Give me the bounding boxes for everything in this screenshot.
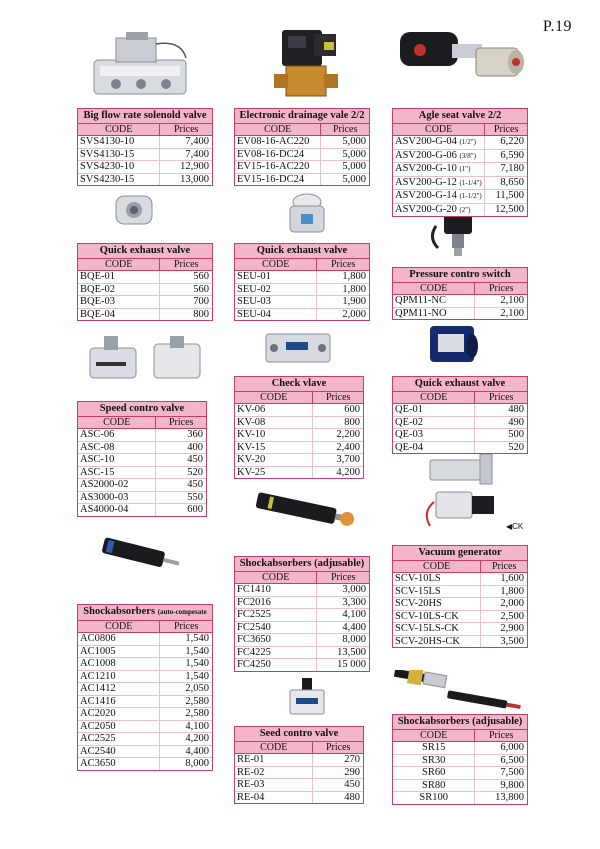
table-row [78, 429, 206, 442]
product-code: SCV-10LS-CK [393, 611, 481, 623]
electronic-drainage-table [234, 108, 370, 186]
table-title: Seed contro valve [235, 727, 363, 742]
table-row [235, 309, 369, 321]
table-row [235, 442, 363, 455]
product-price: 1,800 [342, 283, 366, 295]
table-row [235, 647, 369, 660]
product-code: EV15-16-AC220 [235, 161, 321, 173]
product-code: SCV-15LS [393, 586, 481, 598]
product-code: QPM11-NO [393, 308, 475, 320]
product-price: 13,800 [495, 792, 524, 803]
product-price: 4,200 [336, 466, 360, 478]
product-price: 450 [187, 479, 203, 490]
product-price: 400 [187, 441, 203, 453]
table-row [78, 174, 212, 186]
product-price: 4,400 [185, 745, 209, 757]
product-price: 1,900 [342, 296, 366, 307]
vacuum-ck-note: ◀CK [506, 522, 524, 531]
table-row [393, 598, 527, 611]
big-flow-solenoid-table [77, 108, 213, 186]
product-price: 1,800 [342, 271, 366, 282]
product-code: AC2525 [78, 733, 160, 745]
product-code: BQE-02 [78, 284, 160, 296]
product-price: 1,540 [185, 670, 209, 682]
product-price: 6,220 [500, 136, 524, 147]
table-title: Shockabsorbers (auto-compesate [78, 605, 212, 621]
product-price: 13,000 [180, 173, 209, 185]
prices-header: Prices [173, 123, 199, 135]
product-code: SR100 [393, 792, 475, 804]
product-code: FC4225 [235, 647, 317, 659]
table-title: Quick exhaust valve [235, 244, 369, 259]
table-row [235, 467, 363, 479]
product-code: SR80 [393, 780, 475, 792]
quick-exhaust-bqe-table [77, 243, 213, 321]
product-price: 5,000 [342, 136, 366, 147]
product-price: 2,400 [336, 441, 360, 453]
product-price: 2,000 [342, 308, 366, 320]
product-price: 500 [508, 429, 524, 440]
table-row [78, 721, 212, 734]
product-code: EV08-16-DC24 [235, 149, 321, 161]
table-row [235, 271, 369, 284]
product-code: BQE-03 [78, 296, 160, 308]
product-code: FC3650 [235, 634, 317, 646]
table-title: Big flow rate solenold valve [78, 109, 212, 124]
table-row [235, 597, 369, 610]
code-header: CODE [393, 283, 475, 295]
product-code: SEU-04 [235, 309, 317, 321]
table-title: Shockabsorbers (adjusable) [393, 715, 527, 730]
table-row [235, 779, 363, 792]
product-code: FC1410 [235, 584, 317, 596]
product-code: AC1416 [78, 696, 160, 708]
speed-re-table [234, 726, 364, 804]
code-header: CODE [235, 392, 313, 404]
product-code: RE-01 [235, 754, 313, 766]
table-row [78, 309, 212, 321]
table-row [235, 634, 369, 647]
product-code: AS4000-04 [78, 504, 156, 516]
pressure-switch-table [392, 267, 528, 320]
table-row [393, 204, 527, 217]
shock-fc-table [234, 556, 370, 672]
product-price: 6,000 [500, 742, 524, 753]
product-code: AC1005 [78, 646, 160, 658]
product-code: KV-15 [235, 442, 313, 454]
table-row [78, 633, 212, 646]
product-price: 560 [193, 271, 209, 282]
table-title: Agle seat valve 2/2 [393, 109, 527, 124]
product-price: 4,200 [185, 733, 209, 744]
product-code: KV-08 [235, 417, 313, 429]
prices-header: Prices [332, 123, 358, 135]
product-code: QE-04 [393, 442, 475, 454]
product-price: 2,580 [185, 695, 209, 707]
prices-header: Prices [488, 729, 514, 741]
table-row [393, 792, 527, 804]
product-code: AC1210 [78, 671, 160, 683]
check-valve-table [234, 376, 364, 479]
product-price: 2,100 [500, 295, 524, 306]
product-price: 2,500 [500, 610, 524, 622]
product-code: AC0806 [78, 633, 160, 645]
product-price: 520 [187, 466, 203, 478]
code-header: CODE [235, 572, 317, 584]
table-row [78, 467, 206, 480]
angle-seat-valve-image [392, 26, 532, 86]
table-row [78, 646, 212, 659]
product-price: 450 [344, 779, 360, 790]
product-code: EV15-16-DC24 [235, 174, 321, 186]
product-code: BQE-01 [78, 271, 160, 283]
product-price: 3,500 [500, 635, 524, 647]
table-row [393, 442, 527, 454]
product-price: 12,500 [495, 203, 524, 215]
product-code: KV-10 [235, 429, 313, 441]
table-row [235, 609, 369, 622]
table-row [393, 308, 527, 320]
table-row [78, 136, 212, 149]
product-code: EV08-16-AC220 [235, 136, 321, 148]
product-code: AS2000-02 [78, 479, 156, 491]
table-row [78, 479, 206, 492]
code-header: CODE [78, 417, 156, 429]
product-code: SVS4230-10 [78, 161, 160, 173]
product-price: 2,050 [185, 683, 209, 694]
table-row [393, 404, 527, 417]
product-code: ASV200-G-12 (1-1/4") [393, 177, 485, 190]
table-row [78, 671, 212, 684]
shock-sr-image [388, 670, 528, 716]
product-code: SCV-20HS [393, 598, 481, 610]
product-price: 7,180 [500, 163, 524, 174]
quick-exhaust-qe-table [392, 376, 528, 454]
table-title: Quick exhaust valve [78, 244, 212, 259]
product-price: 600 [344, 404, 360, 415]
table-row [393, 742, 527, 755]
vacuum-ck-label: CK [512, 522, 524, 531]
code-header: CODE [235, 259, 317, 271]
table-row [393, 429, 527, 442]
table-row [78, 708, 212, 721]
product-code: KV-25 [235, 467, 313, 479]
table-row [78, 696, 212, 709]
product-price: 8,000 [185, 758, 209, 769]
product-price: 560 [193, 283, 209, 295]
table-row [78, 733, 212, 746]
product-price: 15 000 [337, 659, 366, 670]
product-price: 450 [187, 454, 203, 465]
product-price: 4,100 [342, 609, 366, 620]
code-header: CODE [393, 730, 475, 742]
table-row [393, 755, 527, 768]
product-code: SR60 [393, 767, 475, 779]
code-header: CODE [78, 259, 160, 271]
product-price: 800 [193, 308, 209, 320]
table-row [393, 190, 527, 204]
table-row [78, 454, 206, 467]
product-code: SCV-20HS-CK [393, 636, 481, 648]
product-price: 1,540 [185, 658, 209, 669]
product-code: KV-06 [235, 404, 313, 416]
shock-ac-table [77, 604, 213, 771]
product-code: RE-02 [235, 767, 313, 779]
product-price: 5,000 [342, 161, 366, 172]
product-code: SCV-15LS-CK [393, 623, 481, 635]
product-price: 5,000 [342, 148, 366, 160]
product-code: BQE-04 [78, 309, 160, 321]
product-code: ASC-10 [78, 454, 156, 466]
table-row [393, 417, 527, 430]
vacuum-generator-image [420, 452, 500, 534]
table-row [235, 792, 363, 804]
code-header: CODE [78, 124, 160, 136]
table-title: Speed contro valve [78, 402, 206, 417]
table-row [393, 177, 527, 191]
page-number: P.19 [542, 18, 572, 35]
prices-header: Prices [325, 391, 351, 403]
product-price: 480 [344, 791, 360, 803]
product-price: 3,000 [342, 584, 366, 595]
product-price: 3,700 [336, 454, 360, 465]
shock-sr-table [392, 714, 528, 805]
table-row [78, 442, 206, 455]
product-price: 550 [187, 491, 203, 503]
product-price: 2,000 [500, 598, 524, 609]
vacuum-generator-table [392, 545, 528, 648]
product-code: AC1412 [78, 683, 160, 695]
table-row [235, 174, 369, 186]
prices-header: Prices [325, 741, 351, 753]
prices-header: Prices [491, 560, 517, 572]
product-code: SVS4130-15 [78, 149, 160, 161]
prices-header: Prices [488, 282, 514, 294]
table-row [393, 623, 527, 636]
product-code: ASC-06 [78, 429, 156, 441]
product-code: SEU-03 [235, 296, 317, 308]
product-code: ASV200-G-10 (1") [393, 163, 485, 176]
table-row [78, 504, 206, 516]
solenoid-valve-image [86, 30, 196, 102]
product-code: AC2050 [78, 721, 160, 733]
product-code: QE-03 [393, 429, 475, 441]
table-title: Check vlave [235, 377, 363, 392]
product-price: 600 [187, 504, 203, 515]
product-code: ASV200-G-14 (1-1/2") [393, 190, 485, 203]
product-code: SR15 [393, 742, 475, 754]
code-header: CODE [235, 124, 321, 136]
product-code: AC2540 [78, 746, 160, 758]
table-row [393, 163, 527, 177]
code-header: CODE [393, 561, 481, 573]
product-code: SR30 [393, 755, 475, 767]
product-price: 2,200 [336, 429, 360, 440]
product-price: 7,400 [185, 148, 209, 160]
table-row [393, 295, 527, 308]
table-row [235, 404, 363, 417]
table-row [78, 746, 212, 759]
product-price: 700 [193, 296, 209, 307]
product-code: FC2540 [235, 622, 317, 634]
product-price: 11,500 [495, 190, 524, 201]
product-code: RE-04 [235, 792, 313, 804]
table-title: Electronic drainage vale 2/2 [235, 109, 369, 124]
product-price: 290 [344, 766, 360, 778]
product-price: 1,800 [500, 585, 524, 597]
product-price: 12,900 [180, 161, 209, 172]
table-row [393, 586, 527, 599]
table-title: Quick exhaust valve [393, 377, 527, 392]
table-row [393, 150, 527, 164]
quick-exhaust-bqe-image [112, 190, 156, 230]
prices-header: Prices [173, 620, 199, 632]
product-code: ASV200-G-20 (2") [393, 204, 485, 217]
table-row [235, 417, 363, 430]
product-code: ASC-15 [78, 467, 156, 479]
product-price: 360 [187, 429, 203, 440]
prices-header: Prices [330, 258, 356, 270]
prices-header: Prices [330, 571, 356, 583]
product-price: 8,000 [342, 634, 366, 645]
shock-ac-image [96, 530, 184, 580]
product-price: 270 [344, 754, 360, 765]
code-header: CODE [78, 621, 160, 633]
product-code: SVS4230-15 [78, 174, 160, 186]
quick-exhaust-seu-image [282, 192, 332, 240]
product-code: AC2020 [78, 708, 160, 720]
table-row [235, 754, 363, 767]
drainage-valve-image [268, 22, 348, 104]
product-price: 4,100 [185, 720, 209, 732]
table-row [235, 767, 363, 780]
table-title: Vacuum generator [393, 546, 527, 561]
shock-fc-image [250, 488, 360, 532]
product-price: 2,580 [185, 708, 209, 719]
product-code: AC1008 [78, 658, 160, 670]
product-code: FC2016 [235, 597, 317, 609]
product-price: 5,000 [342, 173, 366, 185]
table-row [393, 136, 527, 150]
product-code: FC4250 [235, 659, 317, 671]
quick-exhaust-qe-image [424, 320, 484, 372]
product-code: QE-02 [393, 417, 475, 429]
code-header: CODE [393, 124, 485, 136]
product-price: 2,100 [500, 307, 524, 319]
table-row [235, 622, 369, 635]
product-code: QPM11-NC [393, 295, 475, 307]
speed-control-image [84, 334, 214, 390]
speed-control-table [77, 401, 207, 517]
product-price: 490 [508, 416, 524, 428]
product-code: SVS4130-10 [78, 136, 160, 148]
product-price: 7,500 [500, 767, 524, 778]
product-price: 8,650 [500, 176, 524, 188]
product-code: ASC-08 [78, 442, 156, 454]
prices-header: Prices [173, 258, 199, 270]
table-row [78, 161, 212, 174]
table-row [235, 284, 369, 297]
code-header: CODE [235, 742, 313, 754]
product-price: 1,540 [185, 633, 209, 644]
table-row [235, 454, 363, 467]
table-row [78, 658, 212, 671]
product-price: 2,900 [500, 623, 524, 634]
product-code: ASV200-G-06 (3/8") [393, 150, 485, 163]
product-code: FC2525 [235, 609, 317, 621]
product-code: ASV200-G-04 (1/2") [393, 136, 485, 149]
agle-seat-valve-table [392, 108, 528, 217]
table-row [235, 296, 369, 309]
table-row [235, 136, 369, 149]
table-row [235, 584, 369, 597]
product-price: 13,500 [337, 646, 366, 658]
product-price: 3,300 [342, 596, 366, 608]
product-price: 800 [344, 416, 360, 428]
prices-header: Prices [488, 391, 514, 403]
table-row [78, 683, 212, 696]
product-code: AC3650 [78, 758, 160, 770]
table-row [393, 573, 527, 586]
product-price: 480 [508, 404, 524, 415]
table-row [78, 296, 212, 309]
table-row [78, 284, 212, 297]
quick-exhaust-seu-table [234, 243, 370, 321]
table-title: Shockabsorbers (adjusable) [235, 557, 369, 572]
product-price: 7,400 [185, 136, 209, 147]
product-price: 4,400 [342, 621, 366, 633]
table-row [235, 161, 369, 174]
code-header: CODE [393, 392, 475, 404]
product-price: 6,500 [500, 754, 524, 766]
product-code: RE-03 [235, 779, 313, 791]
product-code: QE-01 [393, 404, 475, 416]
prices-header: Prices [168, 416, 194, 428]
product-price: 1,540 [185, 645, 209, 657]
table-row [393, 611, 527, 624]
check-valve-image [262, 328, 334, 368]
table-row [393, 767, 527, 780]
product-code: AS3000-03 [78, 492, 156, 504]
product-price: 1,600 [500, 573, 524, 584]
product-price: 6,590 [500, 149, 524, 161]
table-row [235, 149, 369, 162]
table-row [393, 636, 527, 648]
product-code: SCV-10LS [393, 573, 481, 585]
speed-re-image [284, 676, 330, 720]
prices-header: Prices [493, 123, 519, 135]
table-title: Pressure contro switch [393, 268, 527, 283]
table-row [78, 271, 212, 284]
product-code: KV-20 [235, 454, 313, 466]
table-row [235, 659, 369, 671]
table-row [78, 492, 206, 505]
product-code: SEU-01 [235, 271, 317, 283]
table-row [78, 149, 212, 162]
table-row [393, 780, 527, 793]
table-row [78, 758, 212, 770]
product-price: 9,800 [500, 779, 524, 791]
table-row [235, 429, 363, 442]
product-code: SEU-02 [235, 284, 317, 296]
product-price: 520 [508, 441, 524, 453]
